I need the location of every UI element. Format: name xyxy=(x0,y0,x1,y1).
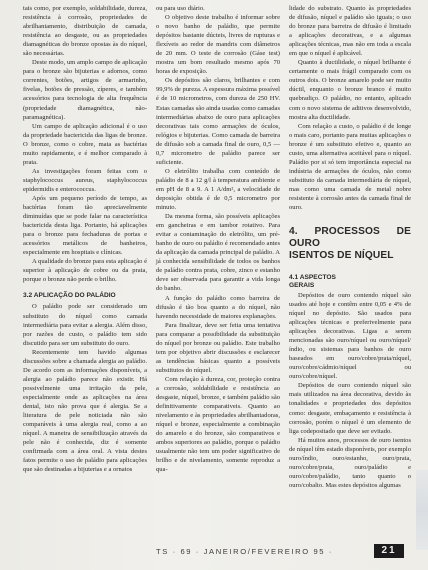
chapter-heading xyxy=(289,226,411,262)
paragraph: O eletrólito trabalha com conteúdo de paládio de 8 a 12 g/l à temperatura ambiente e em pH de 8 a 9. A 1 A/dm², a velocidade de deposição obtida é de 0,5 micrometro por minuto. xyxy=(156,167,280,212)
paragraph: Deste modo, um amplo campo de aplicação para o bronze são bijuterias e adornos, como correntes, botões, artigos de armarinho, fivelas, botões de pressão, zíperes, e também acessórios para tecnologia de alta frequência (propriedade diamagnética, não-paramagnética). xyxy=(23,59,147,121)
paragraph: Recentemente tem havido algumas discussões sobre a chamada alergia ao paládio. De acordo com as informações disponíveis, a alergia ao paládio parece não existir. Há possivelmente uma irritação da pele, especialmente onde as aplicações na área dental, isto não prova que é alergia. Se a literatura de pele noticiada não são comparáveis à uma alergia real, como a ao níquel. A maneira de sensibilização através da pele não é conhecida, diz é somente confirmada com a área oral. A vista destes fatos permite o uso de paládio para aplicações que são destinadas a bijuterias e a ornatos xyxy=(23,348,147,474)
text-column-2 xyxy=(156,4,280,474)
paragraph: A função do paládio como barreira de difusão é tão boa quanto a do níquel, não havendo necessidade de maiores explanações. xyxy=(156,294,280,320)
text-column-1 xyxy=(23,4,147,474)
subsection-heading xyxy=(289,274,411,291)
paragraph: ou para uso diário. xyxy=(156,5,205,12)
paragraph: Depósitos de ouro contendo níquel são usados até hoje e contêm entre 0,05 e 4% de níquel no depósito. São usados para aplicações técnicas e preferivelmente para aplicações decorativas. Ligas a serem mencionadas são ouro/níquel ou ouro/níquel/índio, ou sistemas para banhos de ouro baseados em ouro/cobre/prata/níquel, ouro/cobre/cádmio/níquel ou ouro/cobre/níquel. xyxy=(289,291,411,381)
paragraph: A qualidade do bronze para esta aplicação é superior à aplicação de cobre ou da prata, porque o bronze não perde o brilho. xyxy=(23,258,147,284)
chapter-heading-line: ISENTOS DE NÍQUEL xyxy=(289,250,394,262)
paragraph: O paládio pode ser considerado um substituto do níquel como camada intermediária para evitar a alergia. Além disso, por razões de custo, o paládio tem sido discutido para ser um substituto do ouro. xyxy=(23,303,147,347)
text-column-3 xyxy=(289,4,411,490)
paragraph: Depósitos de ouro contendo níquel são mais utilizados na área decorativa, devido às tonalidades e propriedades dos depósitos como: desgaste, embaçamento e resistência à corrosão, porém o níquel é um elemento de liga codepositado que deve ser evitado. xyxy=(289,382,411,435)
paragraph: Após um pequeno período de tempo, as bactérias foram tão apreciavelmente diminuídas que se pode falar na característica bactericida desta liga. Portanto, há aplicações para o bronze para fechaduras de portas e acessórios metálicos de banheiros, especialmente em hospitais e clínicas. xyxy=(23,194,147,257)
page-edge-decoration xyxy=(416,470,428,550)
paragraph: Com relação à dureza, cor, proteção contra a corrosão, soldabilidade e resistência ao desgaste, níquel, bronze, e também paládio são definitivamente comparativeis. Quanto ao nivelamento e às propriedades abrilhantadoras, níquel e bronze, especialmente a combinação do amarelo e do bronze, são comparativos e ambos superiores ao paládio, porque o paládio usualmente não tem um poder significativo de brilho e de nivelamento, somente reproduz a qua- xyxy=(156,375,280,474)
subsection-heading-line: GERAIS xyxy=(289,282,315,290)
subsection-heading-line: 4.1 ASPECTOS xyxy=(289,274,336,282)
paragraph: Para finalizar, deve ser feita uma tentativa para comparar a possibilidade da substituição do níquel por bronze ou paládio. Este trabalho tem por objetivo abrir discussões e esclarecer as tendências básicas quanto a possíveis substitutos do níquel. xyxy=(156,321,280,374)
chapter-heading-line: 4. PROCESSOS DE OURO xyxy=(289,226,411,250)
page-footer xyxy=(0,542,428,562)
paragraph: Um campo de aplicação adicional é o uso da propriedade bactericida das ligas de bronze. O bronze, como o cobre, mata as bactérias muito rapidamente, e é melhor comparado à prata. xyxy=(23,122,147,166)
paragraph: tais como, por exemplo, soldabilidade, dureza, resistência à corrosão, propriedades de abrilhantamento, distribuição de camada, resistência ao desgaste, ou as propriedades diamagnéticas do bronze opostas às do níquel, são necessárias. xyxy=(23,5,147,58)
paragraph: Os depósitos são claros, brilhantes e com 99,9% de pureza. A espessura máxima possível é de 10 micrometros, com dureza de 250 HV. Estas camadas são ainda usadas como camadas intermediárias abaixo de ouro para aplicações decorativas tais como armações de óculos, relógios e bijuterias. Como camada de barreira de difusão sob a camada final de ouro, 0,5 — 0,7 micrometro de paládio parece ser suficiente. xyxy=(156,77,280,166)
paragraph: Há muitos anos, processos de ouro isentos de níquel têm estado disponíveis, por exemplo ouro/índio, ouro/estanho, ouro/prata, ouro/cobre/prata, ouro/paládio e ouro/cobre/paládio, tanto quanto o ouro/cobalto. Mas estes depósitos algumas xyxy=(289,436,411,489)
issue-info: TS · 69 · JANEIRO/FEVEREIRO 95 · xyxy=(156,547,333,556)
page-number: 21 xyxy=(374,544,404,558)
paragraph: Da mesma forma, são possíveis aplicações em gancheiras e em tambor rotativo. Para evitar a contaminação do eletrólito, um pré-banho de ouro ou paládio é recomendado antes da aplicação da camada principal de paládio. A já conhecida sensibilidade de todos os banhos de paládio contra prata, cobre, zinco e estanho deve ser observada para garantir a vida longa do banho. xyxy=(156,213,280,293)
section-heading: 3.2 APLICAÇÃO DO PALÁDIO xyxy=(23,292,116,300)
paragraph: Com relação a custo, o paládio é de longe o mais caro, portanto para muitas aplicações o bronze é um substituto efetivo e, quanto ao custo, uma alternativa aceitável para o níquel. Paládio por si só tem importância especial na indústria de armações de óculos, não como substituto da camada intermediária de níquel, mas como uma camada de metal nobre resistente à corrosão antes da camada final de ouro. xyxy=(289,122,411,212)
paragraph: As investigações foram feitas com o staphylococcus aureus, staphylococcus epidermidis e enterococcus. xyxy=(23,167,147,193)
paragraph: O objetivo deste trabalho é informar sobre o novo banho de paládio, que permite depósitos bastante dúcteis, livres de rupturas e flexíveis ao redor de mandris com diâmetros de 20 mm. O teste de corrosão (Gáse test) mostra um bom resultado mesmo após 70 horas de exposição. xyxy=(156,14,280,76)
paragraph: lidade do substrato. Quanto às propriedades de difusão, níquel e paládio são iguais; o uso do bronze para barreira de difusão é limitado a aplicações decorativas, e a algumas aplicações técnicas, mas não em toda a escala em que o níquel é aplicável. xyxy=(289,5,411,58)
paragraph: Quanto à ductilidade, o níquel brilhante é certamente o mais frágil comparado com os outros dois. O bronze amarelo pode ser muito dúctil, enquanto o bronze branco é muito quebradiço. O paládio, no entanto, aplicado com o novo sistema de aditivos desenvolvido, mostra alta ductilidade. xyxy=(289,59,411,121)
